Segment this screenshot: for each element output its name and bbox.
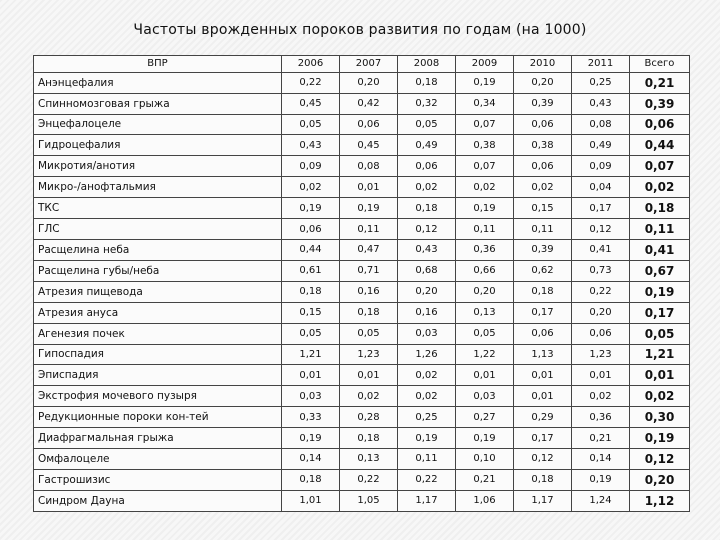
year-value: 0,29 (514, 407, 572, 428)
defect-name: Энцефалоцеле (34, 114, 282, 135)
year-value: 0,61 (282, 260, 340, 281)
year-value: 0,19 (456, 428, 514, 449)
year-value: 0,49 (398, 135, 456, 156)
year-value: 0,12 (398, 219, 456, 240)
total-value: 0,01 (630, 365, 690, 386)
year-value: 0,19 (398, 428, 456, 449)
table-row (34, 219, 690, 240)
table-row (34, 449, 690, 470)
table-row (34, 114, 690, 135)
year-value: 0,66 (456, 260, 514, 281)
year-value: 0,18 (398, 72, 456, 93)
year-value: 0,14 (572, 449, 630, 470)
year-value: 0,19 (282, 428, 340, 449)
year-value: 0,22 (282, 72, 340, 93)
year-value: 0,13 (456, 302, 514, 323)
defect-name: Микротия/анотия (34, 156, 282, 177)
year-value: 0,15 (514, 198, 572, 219)
year-value: 0,47 (340, 239, 398, 260)
year-value: 0,44 (282, 239, 340, 260)
column-header: 2007 (340, 56, 398, 73)
year-value: 0,04 (572, 177, 630, 198)
total-value: 0,19 (630, 281, 690, 302)
year-value: 0,10 (456, 449, 514, 470)
year-value: 0,17 (572, 198, 630, 219)
year-value: 0,19 (456, 198, 514, 219)
total-value: 0,67 (630, 260, 690, 281)
year-value: 0,01 (514, 386, 572, 407)
year-value: 0,16 (340, 281, 398, 302)
year-value: 0,02 (398, 386, 456, 407)
year-value: 0,08 (572, 114, 630, 135)
year-value: 0,41 (572, 239, 630, 260)
year-value: 0,19 (456, 72, 514, 93)
total-value: 0,07 (630, 156, 690, 177)
year-value: 0,01 (514, 365, 572, 386)
year-value: 0,39 (514, 239, 572, 260)
year-value: 0,18 (282, 281, 340, 302)
total-value: 0,05 (630, 323, 690, 344)
total-value: 0,39 (630, 93, 690, 114)
year-value: 0,05 (340, 323, 398, 344)
year-value: 0,02 (572, 386, 630, 407)
year-value: 1,06 (456, 490, 514, 511)
year-value: 0,19 (340, 198, 398, 219)
year-value: 0,05 (398, 114, 456, 135)
year-value: 0,68 (398, 260, 456, 281)
year-value: 0,38 (456, 135, 514, 156)
defect-name: Омфалоцеле (34, 449, 282, 470)
defect-name: Диафрагмальная грыжа (34, 428, 282, 449)
total-value: 0,44 (630, 135, 690, 156)
defect-name: Эписпадия (34, 365, 282, 386)
year-value: 0,03 (456, 386, 514, 407)
year-value: 0,34 (456, 93, 514, 114)
table-row (34, 323, 690, 344)
year-value: 0,32 (398, 93, 456, 114)
year-value: 0,02 (456, 177, 514, 198)
year-value: 0,45 (340, 135, 398, 156)
column-header: 2011 (572, 56, 630, 73)
year-value: 0,22 (572, 281, 630, 302)
year-value: 0,01 (282, 365, 340, 386)
year-value: 0,05 (282, 323, 340, 344)
year-value: 0,43 (398, 239, 456, 260)
year-value: 0,62 (514, 260, 572, 281)
year-value: 0,07 (456, 156, 514, 177)
year-value: 0,06 (572, 323, 630, 344)
year-value: 0,43 (572, 93, 630, 114)
year-value: 1,17 (514, 490, 572, 511)
year-value: 0,18 (514, 281, 572, 302)
year-value: 0,18 (340, 302, 398, 323)
defect-name: Спинномозговая грыжа (34, 93, 282, 114)
total-value: 0,20 (630, 469, 690, 490)
total-value: 0,02 (630, 177, 690, 198)
year-value: 0,11 (340, 219, 398, 240)
defect-name: Атрезия ануса (34, 302, 282, 323)
year-value: 0,03 (398, 323, 456, 344)
table-row (34, 428, 690, 449)
year-value: 0,02 (514, 177, 572, 198)
total-value: 0,41 (630, 239, 690, 260)
year-value: 1,24 (572, 490, 630, 511)
year-value: 0,06 (514, 323, 572, 344)
year-value: 0,43 (282, 135, 340, 156)
year-value: 0,20 (340, 72, 398, 93)
table-row (34, 281, 690, 302)
defect-name: Редукционные пороки кон-тей (34, 407, 282, 428)
defect-name: Гипоспадия (34, 344, 282, 365)
year-value: 0,27 (456, 407, 514, 428)
column-header: Всего (630, 56, 690, 73)
year-value: 1,13 (514, 344, 572, 365)
year-value: 0,21 (572, 428, 630, 449)
year-value: 0,15 (282, 302, 340, 323)
year-value: 0,11 (514, 219, 572, 240)
defect-name: Синдром Дауна (34, 490, 282, 511)
table-row (34, 386, 690, 407)
table-row (34, 93, 690, 114)
year-value: 1,17 (398, 490, 456, 511)
table-row (34, 365, 690, 386)
table-row (34, 302, 690, 323)
year-value: 0,17 (514, 302, 572, 323)
defect-name: Гастрошизис (34, 469, 282, 490)
data-table (33, 55, 690, 512)
total-value: 0,19 (630, 428, 690, 449)
year-value: 0,09 (282, 156, 340, 177)
year-value: 1,01 (282, 490, 340, 511)
table-row (34, 407, 690, 428)
year-value: 0,05 (282, 114, 340, 135)
year-value: 0,06 (514, 114, 572, 135)
header-row (34, 56, 690, 73)
year-value: 0,38 (514, 135, 572, 156)
total-value: 0,17 (630, 302, 690, 323)
table-body (34, 56, 690, 512)
page-title: Частоты врожденных пороков развития по годам (на 1000) (133, 22, 587, 38)
year-value: 0,06 (398, 156, 456, 177)
column-header-defect: ВПР (34, 56, 282, 73)
year-value: 0,18 (514, 469, 572, 490)
year-value: 0,39 (514, 93, 572, 114)
year-value: 1,23 (340, 344, 398, 365)
table-row (34, 239, 690, 260)
defect-name: ТКС (34, 198, 282, 219)
year-value: 0,19 (282, 198, 340, 219)
year-value: 0,01 (572, 365, 630, 386)
year-value: 1,23 (572, 344, 630, 365)
year-value: 0,20 (514, 72, 572, 93)
year-value: 0,01 (340, 177, 398, 198)
defect-name: Агенезия почек (34, 323, 282, 344)
table-row (34, 260, 690, 281)
year-value: 0,20 (456, 281, 514, 302)
year-value: 0,36 (456, 239, 514, 260)
defect-name: Расщелина неба (34, 239, 282, 260)
year-value: 0,73 (572, 260, 630, 281)
defect-name: Атрезия пищевода (34, 281, 282, 302)
table-row (34, 156, 690, 177)
year-value: 0,33 (282, 407, 340, 428)
year-value: 0,42 (340, 93, 398, 114)
year-value: 0,02 (282, 177, 340, 198)
year-value: 0,11 (398, 449, 456, 470)
defect-name: Расщелина губы/неба (34, 260, 282, 281)
year-value: 0,11 (456, 219, 514, 240)
year-value: 0,14 (282, 449, 340, 470)
table-row (34, 135, 690, 156)
defect-name: Гидроцефалия (34, 135, 282, 156)
year-value: 0,45 (282, 93, 340, 114)
year-value: 0,07 (456, 114, 514, 135)
year-value: 1,05 (340, 490, 398, 511)
year-value: 0,22 (340, 469, 398, 490)
column-header: 2006 (282, 56, 340, 73)
year-value: 0,20 (398, 281, 456, 302)
table-row (34, 72, 690, 93)
total-value: 0,11 (630, 219, 690, 240)
year-value: 0,01 (340, 365, 398, 386)
year-value: 0,18 (340, 428, 398, 449)
year-value: 0,05 (456, 323, 514, 344)
year-value: 0,20 (572, 302, 630, 323)
year-value: 0,19 (572, 469, 630, 490)
defect-name: ГЛС (34, 219, 282, 240)
year-value: 0,06 (514, 156, 572, 177)
year-value: 0,49 (572, 135, 630, 156)
year-value: 1,21 (282, 344, 340, 365)
total-value: 1,12 (630, 490, 690, 511)
year-value: 0,02 (398, 177, 456, 198)
total-value: 0,02 (630, 386, 690, 407)
year-value: 0,18 (398, 198, 456, 219)
total-value: 0,12 (630, 449, 690, 470)
year-value: 0,21 (456, 469, 514, 490)
year-value: 0,22 (398, 469, 456, 490)
year-value: 0,12 (514, 449, 572, 470)
column-header: 2008 (398, 56, 456, 73)
year-value: 0,18 (282, 469, 340, 490)
year-value: 0,71 (340, 260, 398, 281)
year-value: 0,13 (340, 449, 398, 470)
table-row (34, 344, 690, 365)
year-value: 0,01 (456, 365, 514, 386)
column-header: 2009 (456, 56, 514, 73)
year-value: 1,26 (398, 344, 456, 365)
year-value: 0,06 (340, 114, 398, 135)
defect-name: Микро-/анофтальмия (34, 177, 282, 198)
year-value: 0,17 (514, 428, 572, 449)
total-value: 0,21 (630, 72, 690, 93)
total-value: 0,06 (630, 114, 690, 135)
year-value: 0,25 (572, 72, 630, 93)
column-header: 2010 (514, 56, 572, 73)
year-value: 0,28 (340, 407, 398, 428)
year-value: 0,25 (398, 407, 456, 428)
year-value: 0,12 (572, 219, 630, 240)
defect-name: Анэнцефалия (34, 72, 282, 93)
year-value: 0,03 (282, 386, 340, 407)
year-value: 1,22 (456, 344, 514, 365)
year-value: 0,16 (398, 302, 456, 323)
total-value: 0,18 (630, 198, 690, 219)
table-row (34, 469, 690, 490)
year-value: 0,02 (398, 365, 456, 386)
table-row (34, 490, 690, 511)
year-value: 0,09 (572, 156, 630, 177)
year-value: 0,08 (340, 156, 398, 177)
year-value: 0,06 (282, 219, 340, 240)
table-row (34, 177, 690, 198)
total-value: 0,30 (630, 407, 690, 428)
defect-name: Экстрофия мочевого пузыря (34, 386, 282, 407)
table-row (34, 198, 690, 219)
total-value: 1,21 (630, 344, 690, 365)
year-value: 0,02 (340, 386, 398, 407)
year-value: 0,36 (572, 407, 630, 428)
